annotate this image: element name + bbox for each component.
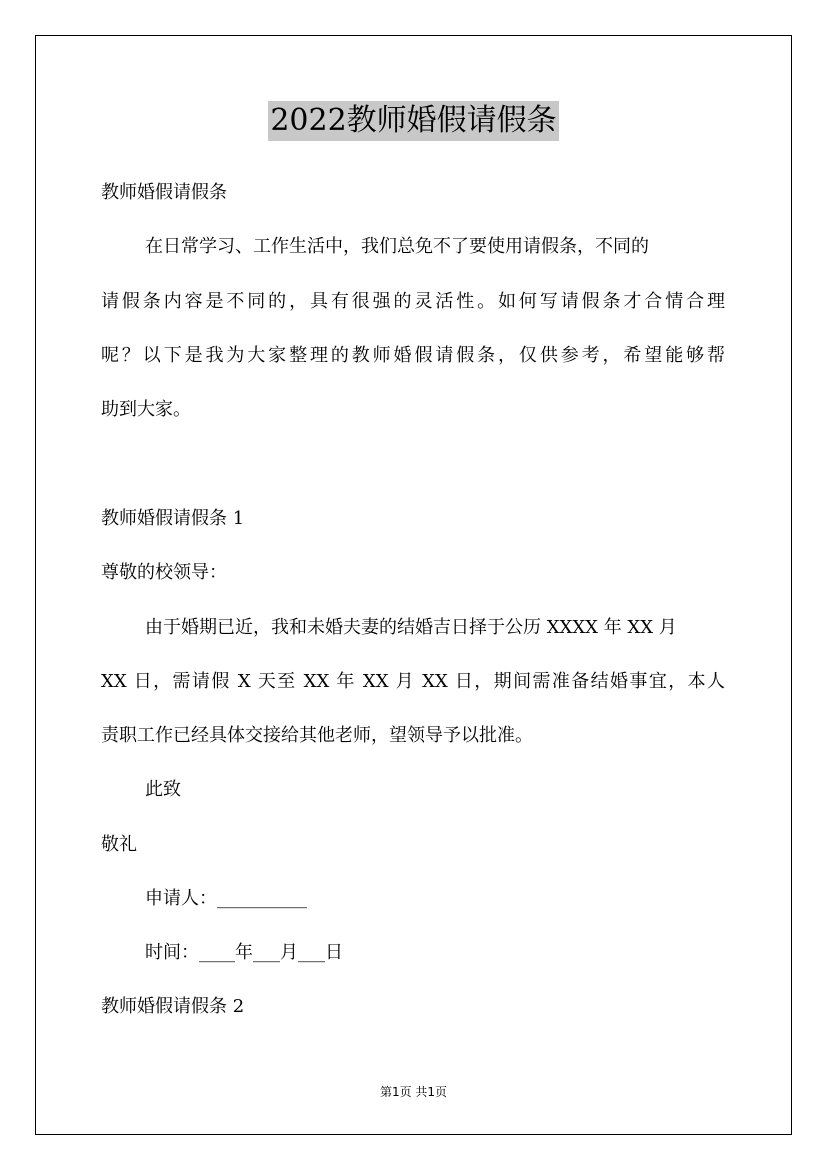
body-line-3: 责职工作已经具体交接给其他老师，望领导予以批准。 xyxy=(101,725,533,746)
intro-line-2: 请假条内容是不同的，具有很强的灵活性。如何写请假条才合情合理 xyxy=(101,291,725,312)
intro-line-1: 在日常学习、工作生活中，我们总免不了要使用请假条，不同的 xyxy=(145,236,649,257)
closing-cizhi: 此致 xyxy=(145,779,181,800)
document-heading: 教师婚假请假条 xyxy=(101,182,227,203)
document-title: 2022教师婚假请假条 xyxy=(268,101,558,141)
intro-line-3: 呢？以下是我为大家整理的教师婚假请假条，仅供参考，希望能够帮 xyxy=(101,345,725,366)
section-1-heading: 教师婚假请假条 1 xyxy=(101,508,245,529)
body-line-1: 由于婚期已近，我和未婚夫妻的结婚吉日择于公历 XXXX 年 XX 月 xyxy=(145,617,677,638)
applicant-line: 申请人：__________ xyxy=(145,888,307,909)
closing-jingli: 敬礼 xyxy=(101,834,137,855)
intro-line-4: 助到大家。 xyxy=(101,399,191,420)
page-number: 第1页 共1页 xyxy=(379,1085,448,1099)
section-2-heading: 教师婚假请假条 2 xyxy=(101,996,245,1017)
date-line: 时间：____年___月___日 xyxy=(145,942,343,963)
salutation: 尊敬的校领导： xyxy=(101,562,227,583)
body-line-2: XX 日，需请假 X 天至 XX 年 XX 月 XX 日，期间需准备结婚事宜，本人 xyxy=(101,671,725,692)
